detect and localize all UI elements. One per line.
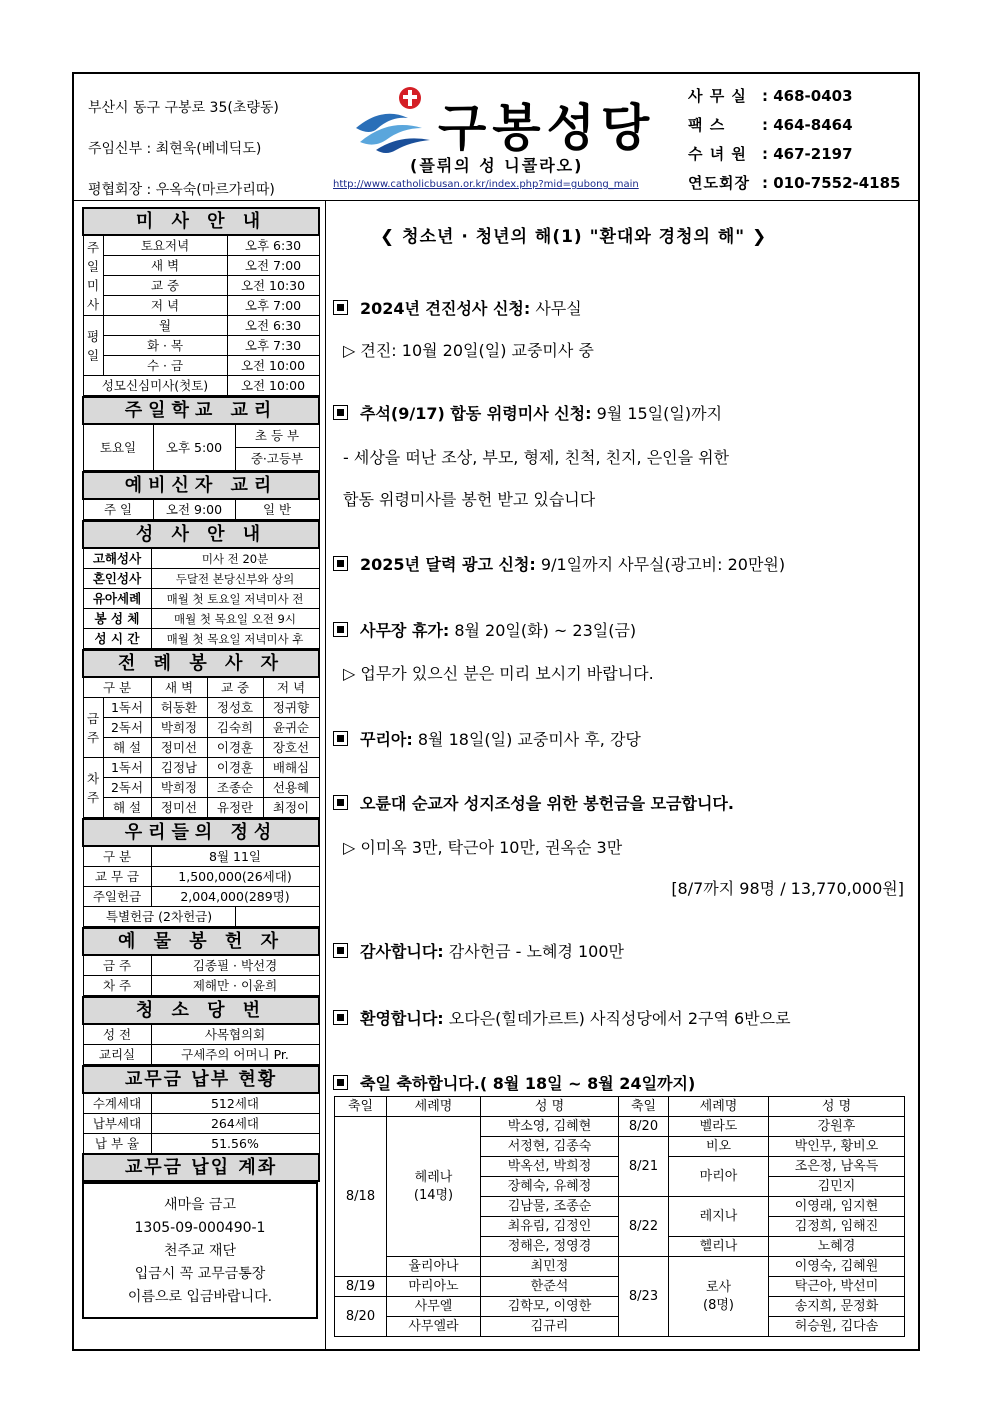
feast-header: 축일: [619, 1097, 669, 1117]
server-name: 정성호: [207, 698, 263, 718]
dues-title: 교무금 납부 현황: [83, 1066, 319, 1093]
feast-header: 성 명: [481, 1097, 619, 1117]
server-name: 정귀향: [263, 698, 319, 718]
feast-header: 세례명: [387, 1097, 481, 1117]
feast-date: 8/23: [619, 1257, 669, 1337]
mass-time: 오전 10:00: [227, 376, 319, 396]
notice-sub: ▷ 업무가 있으신 분은 미리 보시기 바랍니다.: [343, 664, 654, 683]
feast-day-table: [334, 1096, 905, 1337]
notice-text: 사무실: [530, 299, 582, 318]
notice-curia: [333, 727, 641, 750]
special-offering-label: 특별헌금 (2차헌금): [83, 907, 235, 927]
feast-saint: 율리아나: [387, 1257, 481, 1277]
sacrament-table: [82, 520, 320, 649]
contact-label: 연도회장: [688, 174, 750, 192]
feast-count: (14명): [413, 1187, 454, 1203]
notice-text: 8월 20일(화) ~ 23일(금): [449, 621, 637, 640]
this-week-label: 금 주: [83, 698, 103, 758]
dues-value: 51.56%: [151, 1134, 319, 1155]
servers-title: 전 례 봉 사 자: [83, 650, 319, 677]
account-info: [82, 1182, 318, 1319]
account-line: 천주교 재단: [163, 1243, 237, 1259]
notice-text: 9/1일까지 사무실(광고비: 20만원): [535, 555, 786, 574]
feast-saint-cell: [669, 1257, 769, 1337]
school-day: 토요일: [83, 424, 153, 471]
notice-title: 오륜대 순교자 성지조성을 위한 봉헌금을 모금합니다.: [360, 794, 734, 813]
servers-header: 구 분: [83, 677, 151, 698]
gift-title: 예 물 봉 헌 자: [83, 928, 319, 955]
mass-time: 오전 7:00: [227, 256, 319, 276]
header-info: [88, 88, 279, 211]
notice-title: 추석(9/17) 합동 위령미사 신청:: [360, 404, 592, 423]
sacrament-desc: 매월 첫 목요일 오전 9시: [151, 609, 319, 629]
mass-name: 토요저녁: [103, 235, 227, 256]
notice-vacation: [333, 618, 636, 641]
account-line: 새마을 금고: [163, 1197, 237, 1213]
notice-sub: ▷ 견진: 10월 20일(일) 교중미사 중: [343, 341, 594, 360]
bullet-icon: [333, 556, 348, 571]
feast-person: 송지희, 문정화: [769, 1297, 905, 1317]
offering-value: 2,004,000(289명): [151, 887, 319, 907]
server-name: 정미선: [151, 738, 207, 758]
server-name: 장호선: [263, 738, 319, 758]
dues-value: 512세대: [151, 1093, 319, 1114]
sacrament-desc: 매월 첫 토요일 저녁미사 전: [151, 589, 319, 609]
notice-text: 8월 18일(일) 교중미사 후, 강당: [412, 730, 641, 749]
contact-row: [688, 169, 900, 198]
next-week-label: 차 주: [83, 758, 103, 818]
notice-title: 감사합니다:: [360, 942, 444, 961]
mass-name: 교 중: [103, 276, 227, 296]
offering-label: 구 분: [83, 846, 151, 867]
bullet-icon: [333, 795, 348, 810]
feast-saint: 헤레나: [414, 1169, 453, 1185]
homepage-link[interactable]: http://www.catholicbusan.or.kr/index.php?mid=gubong_main: [333, 179, 639, 190]
feast-person: 정해은, 정영경: [481, 1237, 619, 1257]
offering-value: 1,500,000(26세대): [151, 867, 319, 887]
feast-person: 노혜경: [769, 1237, 905, 1257]
mass-table: [82, 207, 320, 396]
feast-date: 8/19: [335, 1277, 387, 1297]
server-name: 박희정: [151, 778, 207, 798]
church-title: 구봉성당: [438, 99, 656, 157]
notice-calendar-ad: [333, 552, 785, 575]
sacrament-name: 유아세례: [83, 589, 151, 609]
feast-person: 최민정: [481, 1257, 619, 1277]
server-name: 유정란: [207, 798, 263, 818]
mass-name: 월: [103, 316, 227, 336]
feast-saint: 사무엘: [387, 1297, 481, 1317]
left-column: [82, 207, 318, 1319]
bullet-icon: [333, 943, 348, 958]
cleaning-value: 구세주의 어머니 Pr.: [151, 1045, 319, 1065]
feast-saint: 레지나: [669, 1197, 769, 1237]
feast-person: 조은정, 남옥득: [769, 1157, 905, 1177]
notice-text: 9월 15일(일)까지: [591, 404, 723, 423]
gift-table: [82, 927, 320, 996]
server-name: 김숙희: [207, 718, 263, 738]
mass-name: 새 벽: [103, 256, 227, 276]
server-role: 2독서: [103, 778, 151, 798]
council-president: 평협회장 : 우옥숙(마르가리따): [88, 182, 275, 198]
feast-saint: 벨라도: [669, 1117, 769, 1137]
mass-name: 성모신심미사(첫토): [83, 376, 227, 396]
sacrament-desc: 미사 전 20분: [151, 548, 319, 569]
sunday-school-table: [82, 396, 320, 471]
mass-time: 오전 10:30: [227, 276, 319, 296]
mass-name: 수 · 금: [103, 356, 227, 376]
feast-saint-cell: [387, 1117, 481, 1257]
server-name: 김정남: [151, 758, 207, 778]
server-role: 해 설: [103, 738, 151, 758]
bullet-icon: [333, 731, 348, 746]
feast-person: 김규리: [481, 1317, 619, 1337]
contact-value: : 464-8464: [762, 116, 853, 134]
contact-value: : 467-2197: [762, 145, 853, 163]
contact-value: : 010-7552-4185: [762, 174, 901, 192]
gift-value: 제해만 · 이윤희: [151, 976, 319, 996]
server-name: 정미선: [151, 798, 207, 818]
server-name: 이경훈: [207, 738, 263, 758]
dues-table: [82, 1065, 320, 1182]
feast-saint: 마리아: [669, 1157, 769, 1197]
feast-date: 8/20: [619, 1117, 669, 1137]
feast-header: 축일: [335, 1097, 387, 1117]
feast-person: 김학모, 이영한: [481, 1297, 619, 1317]
sacraments-title: 성 사 안 내: [83, 521, 319, 548]
sacrament-name: 혼인성사: [83, 569, 151, 589]
sacrament-name: 고해성사: [83, 548, 151, 569]
feast-saint: 로사: [705, 1279, 732, 1295]
mass-time: 오전 10:00: [227, 356, 319, 376]
notice-confirmation: [333, 296, 582, 319]
catechumen-type: 일 반: [235, 499, 319, 520]
servers-table: [82, 649, 320, 818]
feast-header: 성 명: [769, 1097, 905, 1117]
notice-title: 축일 축하합니다.( 8월 18일 ~ 8월 24일까지): [360, 1074, 696, 1093]
contact-value: : 468-0403: [762, 87, 853, 105]
header-divider: [74, 200, 918, 201]
contact-label: 수 녀 원: [688, 145, 747, 163]
feast-saint: 헬리나: [669, 1237, 769, 1257]
weekday-mass-label: 평 일: [83, 316, 103, 376]
cleaning-title: 청 소 당 번: [83, 997, 319, 1024]
notice-title: 2024년 견진성사 신청:: [360, 299, 531, 318]
pastor: 주임신부 : 최현욱(베네딕도): [88, 141, 262, 157]
year-theme: ❮ 청소년 · 청년의 해(1) "환대와 경청의 해" ❯: [380, 227, 768, 247]
servers-header: 저 녁: [263, 677, 319, 698]
gift-value: 김종필 · 박선경: [151, 955, 319, 976]
server-name: 선용혜: [263, 778, 319, 798]
gift-label: 차 주: [83, 976, 151, 996]
address: 부산시 동구 구봉로 35(초량동): [88, 100, 279, 116]
feast-person: 최유림, 김정인: [481, 1217, 619, 1237]
contact-list: [688, 82, 900, 198]
catechumen-table: [82, 471, 320, 520]
offering-value: 8월 11일: [151, 846, 319, 867]
sunday-school-title: 주일학교 교리: [83, 397, 319, 424]
feast-date: 8/20: [335, 1297, 387, 1337]
server-name: 박희정: [151, 718, 207, 738]
special-offering-value: [235, 907, 319, 927]
feast-person: 박소영, 김혜현: [481, 1117, 619, 1137]
contact-label: 사 무 실: [688, 87, 747, 105]
feast-person: 김민지: [769, 1177, 905, 1197]
mass-title: 미 사 안 내: [83, 208, 319, 235]
notice-text: 오다은(힐데가르트) 사직성당에서 2구역 6반으로: [443, 1009, 791, 1028]
bullet-icon: [333, 300, 348, 315]
mass-time: 오후 7:30: [227, 336, 319, 356]
bullet-icon: [333, 405, 348, 420]
notice-sub: - 세상을 떠난 조상, 부모, 형제, 친척, 친지, 은인을 위한: [343, 448, 730, 467]
server-name: 이경훈: [207, 758, 263, 778]
account-line: 입금시 꼭 교무금통장: [134, 1266, 266, 1282]
server-name: 허동환: [151, 698, 207, 718]
offering-table: [82, 818, 320, 927]
server-role: 2독서: [103, 718, 151, 738]
account-line: 1305-09-000490-1: [134, 1220, 266, 1236]
server-name: 조종순: [207, 778, 263, 798]
sacrament-desc: 두달전 본당신부와 상의: [151, 569, 319, 589]
feast-person: 이영숙, 김혜원: [769, 1257, 905, 1277]
feast-person: 한준석: [481, 1277, 619, 1297]
feast-saint: 비오: [669, 1137, 769, 1157]
dues-label: 수계세대: [83, 1093, 151, 1114]
server-name: 최정이: [263, 798, 319, 818]
server-name: 배해심: [263, 758, 319, 778]
feast-saint: 사무엘라: [387, 1317, 481, 1337]
cleaning-value: 사목협의회: [151, 1024, 319, 1045]
contact-label: 팩 스: [688, 116, 726, 134]
catechumen-title: 예비신자 교리: [83, 472, 319, 499]
sacrament-name: 성 시 간: [83, 629, 151, 649]
servers-header: 새 벽: [151, 677, 207, 698]
servers-header: 교 중: [207, 677, 263, 698]
feast-person: 이영래, 임지현: [769, 1197, 905, 1217]
notice-title: 꾸리아:: [360, 730, 413, 749]
feast-person: 박인무, 황비오: [769, 1137, 905, 1157]
notice-shrine-donation: [333, 791, 734, 814]
sacrament-desc: 매월 첫 목요일 저녁미사 후: [151, 629, 319, 649]
account-title: 교무금 납입 계좌: [83, 1154, 319, 1181]
catechumen-day: 주 일: [83, 499, 153, 520]
school-time: 오후 5:00: [153, 424, 235, 471]
account-line: 이름으로 입금바랍니다.: [127, 1289, 273, 1305]
contact-row: [688, 140, 900, 169]
notice-welcome: [333, 1006, 791, 1029]
offering-title: 우리들의 정성: [83, 819, 319, 846]
column-divider: [325, 201, 326, 1349]
feast-date: 8/18: [335, 1117, 387, 1277]
feast-person: 김남물, 조종순: [481, 1197, 619, 1217]
server-name: 윤귀순: [263, 718, 319, 738]
sacrament-name: 봉 성 체: [83, 609, 151, 629]
notice-sub: [8/7까지 98명 / 13,770,000원]: [671, 879, 904, 898]
school-group: 중·고등부: [235, 448, 319, 471]
school-group: 초 등 부: [235, 424, 319, 448]
feast-person: 김정희, 임해진: [769, 1217, 905, 1237]
notice-text: 감사헌금 - 노혜경 100만: [443, 942, 624, 961]
dues-label: 납 부 율: [83, 1134, 151, 1155]
contact-row: [688, 111, 900, 140]
notice-memorial-mass: [333, 401, 722, 424]
sunday-mass-label: 주 일 미 사: [83, 235, 103, 316]
notice-sub: ▷ 이미옥 3만, 탁근아 10만, 권옥순 3만: [343, 838, 623, 857]
offering-label: 교 무 금: [83, 867, 151, 887]
gift-label: 금 주: [83, 955, 151, 976]
church-logo-icon: [352, 84, 442, 164]
feast-person: 허승원, 김다솜: [769, 1317, 905, 1337]
mass-name: 저 녁: [103, 296, 227, 316]
notice-thanks: [333, 939, 624, 962]
feast-date: 8/22: [619, 1197, 669, 1257]
offering-label: 주일헌금: [83, 887, 151, 907]
feast-person: 서정현, 김종숙: [481, 1137, 619, 1157]
server-role: 해 설: [103, 798, 151, 818]
feast-person: 장혜숙, 유혜정: [481, 1177, 619, 1197]
notice-title: 환영합니다:: [360, 1009, 444, 1028]
cleaning-label: 교리실: [83, 1045, 151, 1065]
notice-sub: 합동 위령미사를 봉헌 받고 있습니다: [343, 490, 596, 509]
server-role: 1독서: [103, 698, 151, 718]
contact-row: [688, 82, 900, 111]
feast-person: 강원후: [769, 1117, 905, 1137]
notice-title: 사무장 휴가:: [360, 621, 450, 640]
server-role: 1독서: [103, 758, 151, 778]
feast-header: 세례명: [669, 1097, 769, 1117]
church-patron: (플뤼의 성 니콜라오): [410, 156, 584, 175]
dues-value: 264세대: [151, 1114, 319, 1134]
cleaning-table: [82, 996, 320, 1065]
mass-time: 오전 6:30: [227, 316, 319, 336]
notice-title: 2025년 달력 광고 신청:: [360, 555, 536, 574]
dues-label: 납부세대: [83, 1114, 151, 1134]
bullet-icon: [333, 1075, 348, 1090]
catechumen-time: 오전 9:00: [153, 499, 235, 520]
feast-person: 박옥선, 박희정: [481, 1157, 619, 1177]
feast-person: 탁근아, 박선미: [769, 1277, 905, 1297]
feast-count: (8명): [703, 1297, 734, 1313]
bullet-icon: [333, 622, 348, 637]
mass-time: 오후 6:30: [227, 235, 319, 256]
bullet-icon: [333, 1010, 348, 1025]
feast-date: 8/21: [619, 1137, 669, 1197]
mass-time: 오후 7:00: [227, 296, 319, 316]
feast-saint: 마리아노: [387, 1277, 481, 1297]
cleaning-label: 성 전: [83, 1024, 151, 1045]
mass-name: 화 · 목: [103, 336, 227, 356]
notice-feast-day: [333, 1071, 695, 1094]
